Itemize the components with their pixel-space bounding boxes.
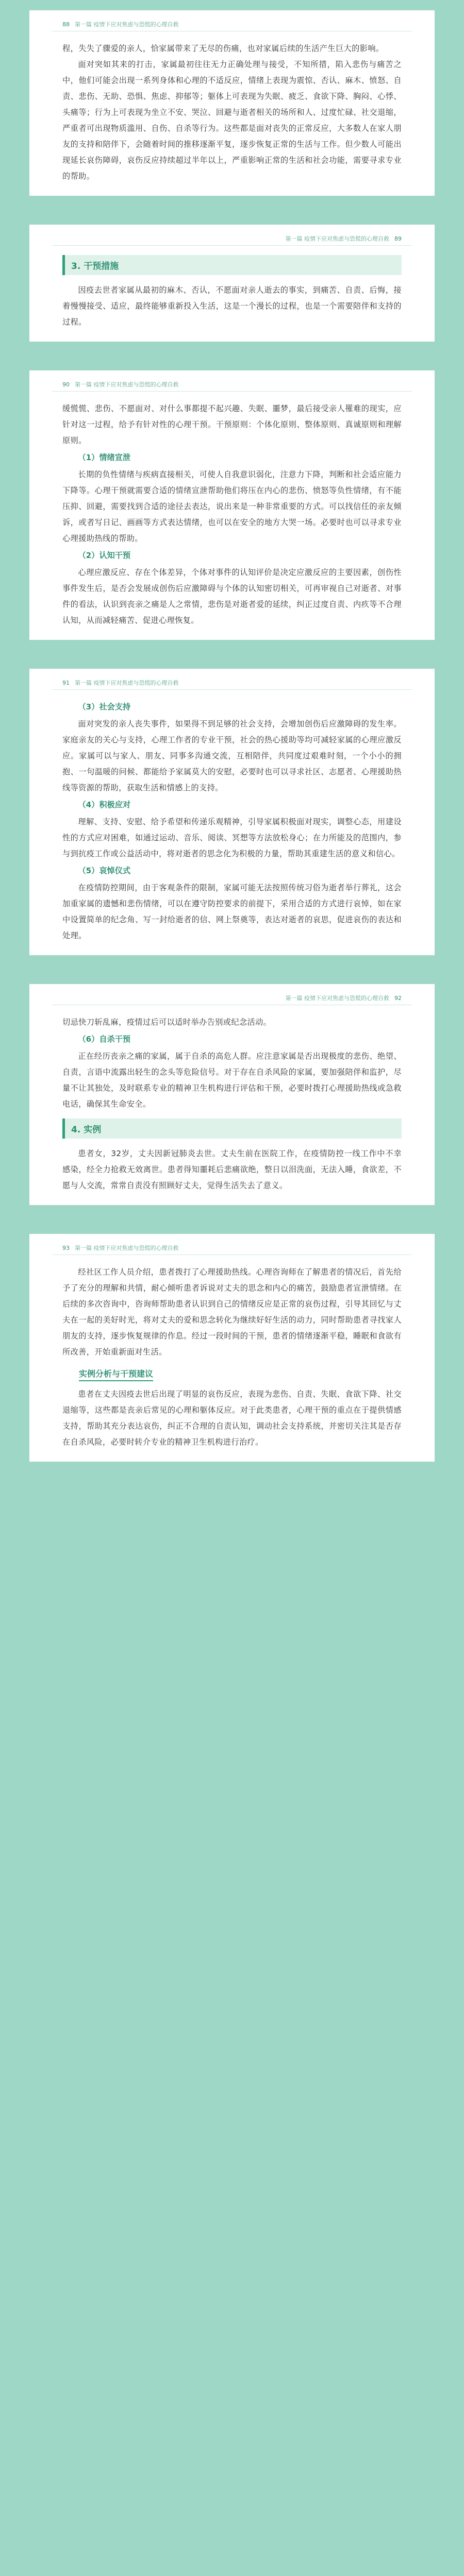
page-header bbox=[52, 1241, 412, 1255]
page bbox=[29, 1234, 435, 1462]
page-number: 91 bbox=[62, 679, 70, 686]
page-header bbox=[52, 378, 412, 392]
paragraph: 理解、支持、安慰、给予希望和传递乐观精神，引导家属积极面对现实，调整心态，用建设性的方式应对困难，如通过运动、音乐、阅读、冥想等方法放松身心；在力所能及的范围内，参与到抗疫工作或公益活动中，将对逝者的思念化为积极的力量，帮助其重建生活的意义和信心。 bbox=[62, 817, 402, 858]
paragraph: 因疫去世者家属从最初的麻木、否认，不愿面对亲人逝去的事实，到痛苦、自责、后悔，接着慢慢接受、适应，最终能够重新投入生活，这是一个漫长的过程，也是一个需要陪伴和支持的过程。 bbox=[62, 285, 402, 327]
page-number: 90 bbox=[62, 381, 70, 388]
page-header bbox=[52, 676, 412, 690]
document-pages bbox=[0, 10, 464, 1462]
running-head: 第一篇 疫情下应对焦虑与恐慌的心理自救 bbox=[75, 21, 179, 28]
paragraph: 面对突如其来的打击，家属最初往往无力正确处理与接受，不知所措，陷入悲伤与痛苦之中，他们可能会出现一系列身体和心理的不适反应，情绪上表现为震惊、否认、麻木、愤怒、自责、悲伤、无助、恐惧、焦虑、抑郁等；躯体上可表现为失眠、疲乏、食欲下降、胸闷、心悸、头痛等；行为上可表现为坐立不安、哭泣、回避与逝者相关的场所和人、过度忙碌、社交退缩，严重者可出现物质滥用、自伤、自杀等行为。这些都是面对丧失的正常反应，大多数人在家人朋友的支持和陪伴下，会随着时间的推移逐渐平复，逐步恢复正常的生活与工作。但少数人可能出现延长哀伤障碍，哀伤反应持续超过半年以上，严重影响正常的生活和社会功能，需要寻求专业的帮助。 bbox=[62, 60, 402, 181]
paragraph: 程，失失了骤爱的亲人，恰家属带来了无尽的伤痛，也对家属后续的生活产生巨大的影响。 bbox=[62, 44, 384, 53]
page-number: 92 bbox=[394, 994, 402, 1002]
page-header bbox=[52, 232, 412, 246]
running-head: 第一篇 疫情下应对焦虑与恐慌的心理自救 bbox=[75, 680, 179, 686]
page-number: 88 bbox=[62, 21, 70, 28]
section-heading: 4. 实例 bbox=[62, 1118, 402, 1139]
subsection-heading: （2）认知干预 bbox=[78, 551, 131, 560]
subsection-heading: （6）自杀干预 bbox=[78, 1035, 131, 1044]
page-number: 89 bbox=[394, 235, 402, 242]
page bbox=[29, 10, 435, 196]
subsection-heading: （4）积极应对 bbox=[78, 800, 131, 809]
page bbox=[29, 225, 435, 342]
running-head: 第一篇 疫情下应对焦虑与恐慌的心理自救 bbox=[75, 1245, 179, 1251]
running-head: 第一篇 疫情下应对焦虑与恐慌的心理自救 bbox=[285, 995, 389, 1002]
paragraph: 患者女，32岁，丈夫因新冠肺炎去世。丈夫生前在医院工作，在疫情防控一线工作中不幸感染，经全力抢救无效离世。患者得知噩耗后悲痛欲绝，整日以泪洗面，无法入睡，食欲差，不愿与人交流，常常自责没有照顾好丈夫，觉得生活失去了意义。 bbox=[62, 1149, 402, 1190]
page bbox=[29, 984, 435, 1205]
case-heading: 实例分析与干预建议 bbox=[79, 1367, 153, 1381]
page bbox=[29, 370, 435, 640]
paragraph: 心理应激反应、存在个体差异，个体对事件的认知评价是决定应激反应的主要因素，创伤性事件发生后，是否会发展成创伤后应激障碍与个体的认知密切相关，可再审视自己对逝者、对事件的看法，认识到丧亲之痛是人之常情，悲伤是对逝者爱的延续，纠正过度自责、内疚等不合理认知，从而减轻痛苦、促进心理恢复。 bbox=[62, 568, 402, 625]
subsection-heading: （5）哀悼仪式 bbox=[78, 866, 131, 875]
page-number: 93 bbox=[62, 1244, 70, 1251]
paragraph: 在疫情防控期间，由于客观条件的限制，家属可能无法按照传统习俗为逝者举行葬礼，这会加重家属的遗憾和悲伤情绪，可以在遵守防控要求的前提下，采用合适的方式进行哀悼，如在家中设置简单的纪念角、写一封给逝者的信、网上祭奠等，表达对逝者的哀思，促进哀伤的表达和处理。 bbox=[62, 883, 402, 940]
page-header bbox=[52, 991, 412, 1005]
paragraph: 患者在丈夫因疫去世后出现了明显的哀伤反应，表现为悲伤、自责、失眠、食欲下降、社交退缩等，这些都是丧亲后常见的心理和躯体反应。对于此类患者，心理干预的重点在于提供情感支持，帮助其充分表达哀伤，纠正不合理的自责认知，调动社会支持系统，并密切关注其是否存在自杀风险，必要时转介专业的精神卫生机构进行治疗。 bbox=[62, 1389, 402, 1447]
paragraph: 缓慌慌、悲伤、不愿面对、对什么事都提不起兴趣、失眠、噩梦，最后接受亲人罹难的现实，应针对这一过程，给予有针对性的心理干预。干预原则：个体化原则、整体原则、真诚原则和理解原则。 bbox=[62, 404, 402, 445]
running-head: 第一篇 疫情下应对焦虑与恐慌的心理自救 bbox=[75, 381, 179, 388]
paragraph: 正在经历丧亲之痛的家属，属于自杀的高危人群。应注意家属是否出现极度的悲伤、绝望、自责，言语中流露出轻生的念头等危险信号。对于存在自杀风险的家属，要加强陪伴和监护，尽量不让其独处，及时联系专业的精神卫生机构进行评估和干预，必要时拨打心理援助热线或急救电话，确保其生命安全。 bbox=[62, 1052, 402, 1109]
paragraph: 长期的负性情绪与疾病直接相关，可使人自我意识弱化，注意力下降，判断和社会适应能力下降等。心理干预就需要合适的情绪宣泄帮助他们将压在内心的悲伤、愤怒等负性情绪，有不能压抑、回避，需要找到合适的途径去表达，说出来是一种非常重要的方式。可以找信任的亲友倾诉，或者写日记、画画等方式表达情绪，也可以在安全的地方大哭一场。必要时也可以寻求专业心理援助热线的帮助。 bbox=[62, 470, 402, 543]
section-heading: 3. 干预措施 bbox=[62, 255, 402, 275]
subsection-heading: （3）社会支持 bbox=[78, 702, 131, 711]
subsection-heading: （1）情绪宣泄 bbox=[78, 453, 131, 462]
page-header bbox=[52, 18, 412, 31]
paragraph: 面对突发的亲人丧失事件，如果得不到足够的社会支持，会增加创伤后应激障碍的发生率。家庭亲友的关心与支持，心理工作者的专业干预，社会的热心援助等均可减轻家属的心理应激反应。家属可以与家人、朋友、同事多沟通交流，互相陪伴，共同度过艰难时刻，一个小小的拥抱、一句温暖的问候、都能给予家属莫大的安慰，必要时也可以寻求社区、志愿者、心理援助热线等资源的帮助，获取生活和情感上的支持。 bbox=[62, 719, 402, 792]
running-head: 第一篇 疫情下应对焦虑与恐慌的心理自救 bbox=[285, 235, 389, 242]
paragraph: 切忌快刀斩乱麻，疫情过后可以适时举办告别或纪念活动。 bbox=[62, 1018, 272, 1027]
page bbox=[29, 669, 435, 955]
paragraph: 经社区工作人员介绍，患者拨打了心理援助热线。心理咨询师在了解患者的情况后，首先给予了充分的理解和共情，耐心倾听患者诉说对丈夫的思念和内心的痛苦，鼓励患者宣泄情绪。在后续的多次咨询中，咨询师帮助患者认识到自己的情绪反应是正常的哀伤过程，引导其回忆与丈夫在一起的美好时光，将对丈夫的爱和思念转化为继续好好生活的动力，同时帮助患者寻找家人朋友的支持，逐步恢复规律的作息。经过一段时间的干预，患者的情绪逐渐平稳，睡眠和食欲有所改善，开始重新面对生活。 bbox=[62, 1267, 402, 1357]
